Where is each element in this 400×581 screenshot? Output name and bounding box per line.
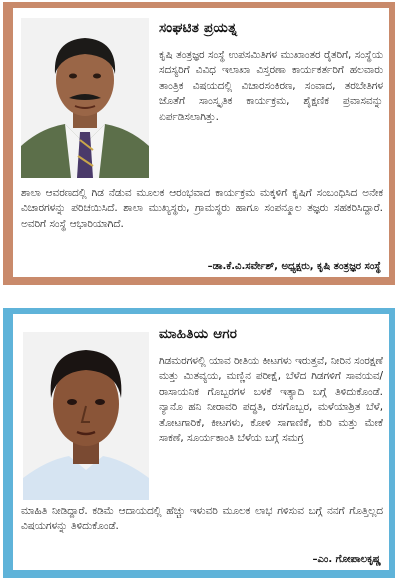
article-card-1 <box>3 2 395 285</box>
article-1-body-top <box>159 48 383 125</box>
article-1-signature: –ಡಾ.ಕೆ.ವಿ.ಸರ್ವೇಶ್, ಅಧ್ಯಕ್ಷರು, ಕೃಷಿ ತಂತ್ರಜ್ಞರ ಸಂಸ್ಥೆ <box>207 261 381 272</box>
article-2-signature: –ಎಂ. ಗೋಪಾಲಕೃಷ್ಣ <box>312 554 381 565</box>
article-2-title: ಮಾಹಿತಿಯ ಆಗರ <box>159 326 238 342</box>
article-1-title: ಸಂಘಟಿತ ಪ್ರಯತ್ನ <box>159 20 238 36</box>
article-card-2 <box>3 308 395 578</box>
portrait-photo-boy <box>23 332 149 500</box>
portrait-photo-man-suit <box>21 18 149 178</box>
article-1-paragraph-bottom: ಶಾಲಾ ಆವರಣದಲ್ಲಿ ಗಿಡ ನೆಡುವ ಮೂಲಕ ಆರಂಭವಾದ ಕಾರ್ಯಕ್ರಮ ಮಕ್ಕಳಿಗೆ ಕೃಷಿಗೆ ಸಂಬಂಧಿಸಿದ ಅನೇಕ ವಿಚಾರಗಳನ್ನು ಪರಿಚಯಿಸಿದೆ. ಶಾಲಾ ಮುಖ್ಯಸ್ಥರು, ಗ್ರಾಮಸ್ಥರು ಹಾಗೂ ಸಂಪನ್ಮೂಲ ತಜ್ಞರು ಸಹಕರಿಸಿದ್ದಾರೆ. ಅವರಿಗೆ ಸಂಸ್ಥೆ ಆಭಾರಿಯಾಗಿದೆ. <box>21 187 383 230</box>
article-2-paragraph-top: ಗಿಡಮರಗಳಲ್ಲಿ ಯಾವ ರೀತಿಯ ಕೀಟಗಳು ಇರುತ್ತವೆ, ನೀರಿನ ಸಂರಕ್ಷಣೆ ಮತ್ತು ಮಿತವ್ಯಯ, ಮಣ್ಣಿನ ಪರೀಕ್ಷೆ, ಬೆಳೆದ ಗಿಡಗಳಿಗೆ ಸಾವಯವ/ ರಾಸಾಯನಿಕ ಗೊಬ್ಬರಗಳ ಬಳಕೆ ಇತ್ಯಾದಿ ಬಗ್ಗೆ ತಿಳಿದುಕೊಂಡೆ. ನ್ಯಾನೊ ಹನಿ ನೀರಾವರಿ ಪದ್ಧತಿ, ರಸಗೊಬ್ಬರ, ಮಳೆಯಾಶ್ರಿತ ಬೆಳೆ, ತೋಟಗಾರಿಕೆ, ಕೀಟಗಳು, ಕೋಳಿ ಸಾಗಾಣಿಕೆ, ಕುರಿ ಮತ್ತು ಮೇಕೆ ಸಾಕಣೆ, ಸೂರ್ಯಕಾಂತಿ ಬೆಳೆಯ ಬಗ್ಗೆ ಸಮಗ್ರ <box>159 355 383 445</box>
article-2-body-bottom <box>21 504 383 535</box>
article-card-2-content <box>13 314 389 570</box>
article-1-paragraph-top: ಕೃಷಿ ತಂತ್ರಜ್ಞರ ಸಂಸ್ಥೆ ಉಪಸಮಿತಿಗಳ ಮುಖಾಂತರ ರೈತರಿಗೆ, ಸಂಸ್ಥೆಯ ಸದಸ್ಯರಿಗೆ ವಿವಿಧ ಇಲಾಖಾ ವಿಸ್ತರಣಾ ಕಾರ್ಯಕರ್ತರಿಗೆ ಹಲವಾರು ತಾಂತ್ರಿಕ ವಿಷಯದಲ್ಲಿ ವಿಚಾರಸಂಕಿರಣ, ಸಂವಾದ, ತರಬೇತಿಗಳ ಜೊತೆಗೆ ಸಾಂಸ್ಕೃತಿಕ ಕಾರ್ಯಕ್ರಮ, ಶೈಕ್ಷಣಿಕ ಪ್ರವಾಸವನ್ನು ಏರ್ಪಡಿಸಲಾಗಿತ್ತು. <box>159 49 383 123</box>
article-2-body-top <box>159 354 383 446</box>
article-2-paragraph-bottom: ಮಾಹಿತಿ ನೀಡಿದ್ದಾರೆ. ಕಡಿಮೆ ಆದಾಯದಲ್ಲಿ ಹೆಚ್ಚು ಇಳುವರಿ ಮೂಲಕ ಲಾಭ ಗಳಿಸುವ ಬಗ್ಗೆ ನನಗೆ ಗೊತ್ತಿಲ್ಲದ ವಿಷಯಗಳನ್ನು ತಿಳಿದುಕೊಂಡೆ. <box>21 505 383 533</box>
article-card-1-content <box>13 8 389 277</box>
article-1-body-bottom <box>21 186 383 232</box>
